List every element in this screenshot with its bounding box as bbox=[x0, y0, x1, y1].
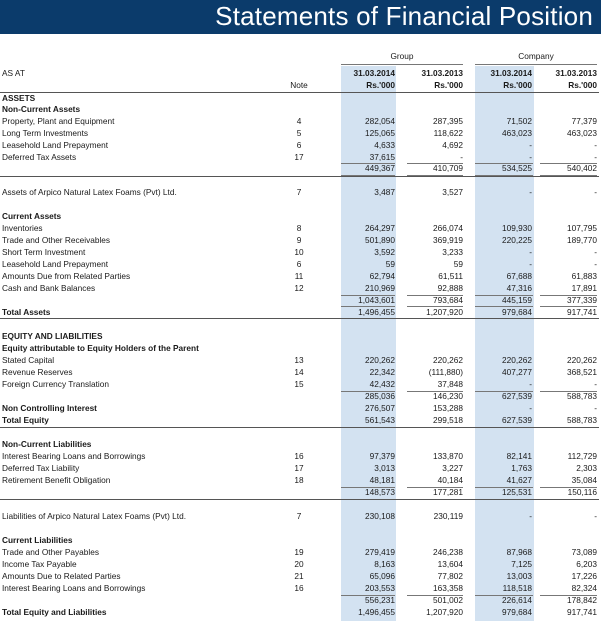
row-value: - bbox=[594, 259, 597, 269]
row-note: 20 bbox=[294, 559, 304, 569]
row-value: 92,888 bbox=[437, 283, 463, 293]
row-value: 793,684 bbox=[433, 295, 463, 305]
row-label: Trade and Other Payables bbox=[2, 547, 100, 557]
row-value: 3,233 bbox=[442, 247, 463, 257]
row-note: 19 bbox=[294, 547, 304, 557]
row-label: Non-Current Liabilities bbox=[2, 439, 92, 449]
row-value: 146,230 bbox=[433, 391, 463, 401]
row-value: 230,108 bbox=[365, 511, 395, 521]
row-label: Leasehold Land Prepayment bbox=[2, 140, 109, 150]
row-label: Amounts Due to Related Parties bbox=[2, 571, 121, 581]
row-label: Cash and Bank Balances bbox=[2, 283, 96, 293]
header-rule bbox=[0, 92, 599, 93]
row-value: 2,303 bbox=[576, 463, 597, 473]
row-note: 4 bbox=[296, 116, 302, 126]
row-value: 3,592 bbox=[374, 247, 395, 257]
subtotal-rule bbox=[407, 306, 463, 307]
row-note: 6 bbox=[296, 259, 302, 269]
row-note: 10 bbox=[294, 247, 304, 257]
row-label: Equity attributable to Equity Holders of the Parent bbox=[2, 343, 199, 353]
row-value: 118,622 bbox=[433, 128, 463, 138]
row-value: 463,023 bbox=[567, 128, 597, 138]
row-value: 463,023 bbox=[502, 128, 532, 138]
row-value: 59 bbox=[385, 259, 395, 269]
row-note: 18 bbox=[294, 475, 304, 485]
row-value: - bbox=[529, 152, 532, 162]
row-value: 220,225 bbox=[502, 235, 532, 245]
page-title: Statements of Financial Position bbox=[215, 1, 593, 31]
row-label: Retirement Benefit Obligation bbox=[2, 475, 111, 485]
group-header: Group bbox=[390, 51, 414, 61]
row-value: 203,553 bbox=[365, 583, 395, 593]
row-value: 148,573 bbox=[365, 487, 395, 497]
row-value: 8,163 bbox=[374, 559, 395, 569]
row-value: 107,795 bbox=[567, 223, 597, 233]
row-value: 627,539 bbox=[502, 415, 532, 425]
row-label: Total Assets bbox=[2, 307, 51, 317]
subtotal-rule bbox=[475, 163, 533, 164]
row-note: 12 bbox=[294, 283, 304, 293]
row-value: 41,627 bbox=[506, 475, 532, 485]
row-value: 627,539 bbox=[502, 391, 532, 401]
row-value: 22,342 bbox=[369, 367, 395, 377]
row-value: 47,316 bbox=[506, 283, 532, 293]
row-value: 3,013 bbox=[374, 463, 395, 473]
row-value: 59 bbox=[453, 259, 463, 269]
subtotal-rule bbox=[540, 306, 597, 307]
row-value: (111,880) bbox=[428, 367, 463, 377]
row-value: - bbox=[594, 379, 597, 389]
section-rule bbox=[0, 427, 599, 428]
row-value: - bbox=[594, 403, 597, 413]
subtotal-rule bbox=[341, 595, 395, 596]
row-value: 3,487 bbox=[374, 187, 395, 197]
row-label: Current Assets bbox=[2, 211, 62, 221]
subtotal-rule bbox=[407, 163, 463, 164]
row-value: - bbox=[529, 247, 532, 257]
row-value: 13,604 bbox=[437, 559, 463, 569]
row-value: 17,226 bbox=[571, 571, 597, 581]
row-value: 37,848 bbox=[437, 379, 463, 389]
row-value: 71,502 bbox=[506, 116, 532, 126]
row-value: 62,794 bbox=[369, 271, 395, 281]
row-value: - bbox=[594, 187, 597, 197]
col-date-company-2013: 31.03.2013 bbox=[555, 68, 597, 78]
as-at-label: AS AT bbox=[2, 68, 25, 78]
title-banner bbox=[0, 0, 601, 34]
row-value: 189,770 bbox=[567, 235, 597, 245]
row-value: 77,379 bbox=[571, 116, 597, 126]
row-label: Inventories bbox=[2, 223, 43, 233]
row-value: 445,159 bbox=[502, 295, 532, 305]
row-note: 21 bbox=[294, 571, 304, 581]
row-value: 177,281 bbox=[433, 487, 463, 497]
row-value: - bbox=[460, 152, 463, 162]
row-note: 13 bbox=[294, 355, 304, 365]
row-value: 266,074 bbox=[433, 223, 463, 233]
row-note: 16 bbox=[294, 583, 304, 593]
row-value: 97,379 bbox=[369, 451, 395, 461]
subtotal-rule bbox=[341, 163, 395, 164]
row-value: 48,181 bbox=[369, 475, 395, 485]
row-value: 82,141 bbox=[506, 451, 532, 461]
row-value: 220,262 bbox=[365, 355, 395, 365]
row-note: 6 bbox=[296, 140, 302, 150]
row-label: Total Equity and Liabilities bbox=[2, 607, 107, 617]
row-value: 1,496,455 bbox=[358, 607, 395, 617]
row-value: 153,288 bbox=[433, 403, 463, 413]
row-label: Interest Bearing Loans and Borrowings bbox=[2, 583, 146, 593]
group-header-rule bbox=[341, 64, 463, 65]
row-label: Liabilities of Arpico Natural Latex Foams (Pvt) Ltd. bbox=[2, 511, 186, 521]
row-value: - bbox=[529, 140, 532, 150]
subtotal-rule bbox=[475, 306, 533, 307]
row-value: - bbox=[594, 511, 597, 521]
subtotal-rule bbox=[540, 295, 597, 296]
row-label: Stated Capital bbox=[2, 355, 55, 365]
row-value: 82,324 bbox=[571, 583, 597, 593]
row-value: 556,231 bbox=[365, 595, 395, 605]
subtotal-rule bbox=[341, 487, 395, 488]
row-value: 35,084 bbox=[571, 475, 597, 485]
row-value: 1,496,455 bbox=[358, 307, 395, 317]
row-label: ASSETS bbox=[2, 93, 36, 103]
row-label: Income Tax Payable bbox=[2, 559, 77, 569]
row-value: 7,125 bbox=[511, 559, 532, 569]
row-value: 3,227 bbox=[442, 463, 463, 473]
row-label: Short Term Investment bbox=[2, 247, 86, 257]
subtotal-rule bbox=[540, 391, 597, 392]
row-value: 407,277 bbox=[502, 367, 532, 377]
col-date-company-2014: 31.03.2014 bbox=[490, 68, 532, 78]
company-header: Company bbox=[518, 51, 554, 61]
row-value: 220,262 bbox=[433, 355, 463, 365]
row-value: - bbox=[529, 187, 532, 197]
subtotal-rule bbox=[475, 295, 533, 296]
row-value: 178,842 bbox=[567, 595, 597, 605]
row-value: 65,096 bbox=[369, 571, 395, 581]
row-label: Amounts Due from Related Parties bbox=[2, 271, 131, 281]
row-value: 4,692 bbox=[442, 140, 463, 150]
row-value: 377,339 bbox=[567, 295, 597, 305]
subtotal-rule bbox=[341, 391, 395, 392]
subtotal-rule bbox=[407, 595, 463, 596]
row-value: 230,119 bbox=[433, 511, 463, 521]
row-value: 3,527 bbox=[442, 187, 463, 197]
row-label: Deferred Tax Liability bbox=[2, 463, 80, 473]
row-value: - bbox=[529, 403, 532, 413]
row-value: 917,741 bbox=[567, 607, 597, 617]
row-value: 264,297 bbox=[365, 223, 395, 233]
row-value: 979,684 bbox=[502, 307, 532, 317]
row-value: 210,969 bbox=[365, 283, 395, 293]
row-note: 17 bbox=[294, 463, 304, 473]
subtotal-rule bbox=[407, 295, 463, 296]
row-value: - bbox=[529, 511, 532, 521]
row-value: 588,783 bbox=[567, 391, 597, 401]
row-value: 917,741 bbox=[567, 307, 597, 317]
row-value: 42,432 bbox=[369, 379, 395, 389]
row-label: Leasehold Land Prepayment bbox=[2, 259, 109, 269]
subtotal-rule bbox=[540, 487, 597, 488]
row-label: Revenue Reserves bbox=[2, 367, 73, 377]
row-value: 299,518 bbox=[433, 415, 463, 425]
row-value: 561,543 bbox=[365, 415, 395, 425]
row-value: - bbox=[594, 140, 597, 150]
row-value: 4,633 bbox=[374, 140, 395, 150]
subtotal-rule bbox=[475, 487, 533, 488]
row-value: 501,002 bbox=[433, 595, 463, 605]
col-date-group-2014: 31.03.2014 bbox=[353, 68, 395, 78]
col-unit-group-2014: Rs.'000 bbox=[366, 80, 395, 90]
row-value: 125,065 bbox=[365, 128, 395, 138]
row-note: 17 bbox=[294, 152, 304, 162]
section-rule bbox=[0, 318, 599, 319]
row-value: 61,883 bbox=[571, 271, 597, 281]
row-value: 282,054 bbox=[365, 116, 395, 126]
subtotal-rule bbox=[475, 595, 533, 596]
row-value: 118,518 bbox=[502, 583, 532, 593]
row-value: 368,521 bbox=[567, 367, 597, 377]
row-label: Interest Bearing Loans and Borrowings bbox=[2, 451, 146, 461]
row-value: 588,783 bbox=[567, 415, 597, 425]
col-date-group-2013: 31.03.2013 bbox=[421, 68, 463, 78]
subtotal-rule bbox=[475, 391, 533, 392]
row-value: 125,531 bbox=[502, 487, 532, 497]
col-unit-company-2014: Rs.'000 bbox=[503, 80, 532, 90]
row-value: - bbox=[529, 379, 532, 389]
col-unit-company-2013: Rs.'000 bbox=[568, 80, 597, 90]
col-unit-group-2013: Rs.'000 bbox=[434, 80, 463, 90]
subtotal-rule bbox=[407, 391, 463, 392]
row-note: 5 bbox=[296, 128, 302, 138]
subtotal-rule bbox=[341, 306, 395, 307]
row-value: 61,511 bbox=[438, 271, 463, 281]
row-value: 1,763 bbox=[511, 463, 532, 473]
row-label: Non-Current Assets bbox=[2, 104, 81, 114]
row-value: 246,238 bbox=[433, 547, 463, 557]
section-rule bbox=[0, 176, 599, 177]
section-rule bbox=[0, 499, 599, 500]
row-value: - bbox=[594, 152, 597, 162]
row-label: Total Equity bbox=[2, 415, 49, 425]
row-label: Trade and Other Receivables bbox=[2, 235, 111, 245]
row-note: 8 bbox=[296, 223, 302, 233]
row-label: Non Controlling Interest bbox=[2, 403, 97, 413]
row-value: 133,870 bbox=[433, 451, 463, 461]
row-note: 14 bbox=[294, 367, 304, 377]
row-value: 40,184 bbox=[437, 475, 463, 485]
row-value: - bbox=[594, 247, 597, 257]
note-header: Note bbox=[290, 80, 308, 90]
row-label: Long Term Investments bbox=[2, 128, 89, 138]
row-value: 501,890 bbox=[365, 235, 395, 245]
row-value: 150,116 bbox=[567, 487, 597, 497]
row-value: 369,919 bbox=[433, 235, 463, 245]
row-value: 87,968 bbox=[506, 547, 532, 557]
row-label: Foreign Currency Translation bbox=[2, 379, 109, 389]
row-label: Property, Plant and Equipment bbox=[2, 116, 115, 126]
subtotal-rule bbox=[540, 595, 597, 596]
row-value: 220,262 bbox=[502, 355, 532, 365]
row-value: 534,525 bbox=[502, 163, 532, 173]
row-label: Deferred Tax Assets bbox=[2, 152, 77, 162]
row-note: 15 bbox=[294, 379, 304, 389]
row-label: Current Liabilities bbox=[2, 535, 73, 545]
row-value: 276,507 bbox=[365, 403, 395, 413]
row-value: 1,207,920 bbox=[426, 307, 463, 317]
row-value: 109,930 bbox=[502, 223, 532, 233]
subtotal-rule bbox=[341, 295, 395, 296]
row-value: 220,262 bbox=[567, 355, 597, 365]
row-value: 163,358 bbox=[433, 583, 463, 593]
row-value: - bbox=[529, 259, 532, 269]
row-value: 67,688 bbox=[506, 271, 532, 281]
row-label: Assets of Arpico Natural Latex Foams (Pvt) Ltd. bbox=[2, 187, 177, 197]
row-note: 7 bbox=[296, 511, 302, 521]
row-value: 37,615 bbox=[369, 152, 395, 162]
row-note: 7 bbox=[296, 187, 302, 197]
row-value: 540,402 bbox=[567, 163, 597, 173]
row-value: 279,419 bbox=[365, 547, 395, 557]
row-note: 16 bbox=[294, 451, 304, 461]
row-value: 73,089 bbox=[571, 547, 597, 557]
row-note: 11 bbox=[294, 271, 304, 281]
row-value: 112,729 bbox=[567, 451, 597, 461]
company-header-rule bbox=[475, 64, 597, 65]
subtotal-rule bbox=[407, 487, 463, 488]
row-value: 285,036 bbox=[365, 391, 395, 401]
row-label: EQUITY AND LIABILITIES bbox=[2, 331, 103, 341]
subtotal-rule bbox=[540, 163, 597, 164]
row-value: 13,003 bbox=[506, 571, 532, 581]
row-value: 17,891 bbox=[571, 283, 597, 293]
row-value: 6,203 bbox=[576, 559, 597, 569]
row-note: 9 bbox=[296, 235, 302, 245]
row-value: 1,207,920 bbox=[426, 607, 463, 617]
row-value: 77,802 bbox=[437, 571, 463, 581]
row-value: 226,614 bbox=[502, 595, 532, 605]
row-value: 449,367 bbox=[365, 163, 395, 173]
row-value: 1,043,601 bbox=[358, 295, 395, 305]
row-value: 410,709 bbox=[433, 163, 463, 173]
row-value: 979,684 bbox=[502, 607, 532, 617]
row-value: 287,395 bbox=[433, 116, 463, 126]
